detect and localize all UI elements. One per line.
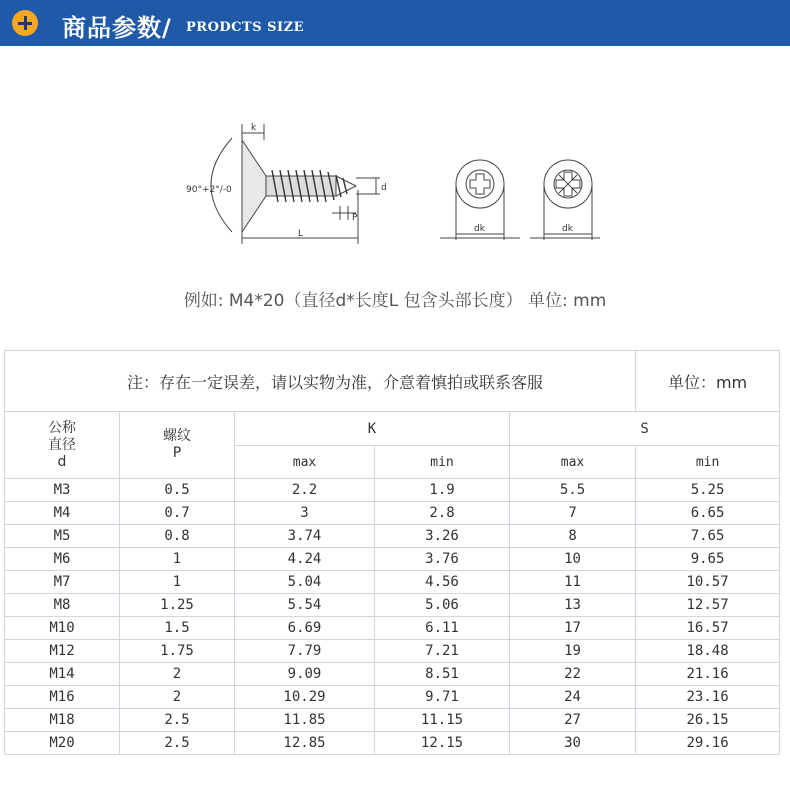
col-header-s-max: max bbox=[510, 446, 636, 479]
cell-s-min: 26.15 bbox=[636, 709, 780, 732]
cell-pitch: 2 bbox=[120, 663, 235, 686]
col-header-s-min: min bbox=[636, 446, 780, 479]
cell-s-min: 10.57 bbox=[636, 571, 780, 594]
cell-s-min: 21.16 bbox=[636, 663, 780, 686]
cell-diameter: M14 bbox=[5, 663, 120, 686]
cell-pitch: 1.25 bbox=[120, 594, 235, 617]
cell-pitch: 1.75 bbox=[120, 640, 235, 663]
example-caption: 例如: M4*20（直径d*长度L 包含头部长度） 单位: mm bbox=[183, 291, 607, 311]
cell-s-max: 5.5 bbox=[510, 479, 636, 502]
cell-s-max: 27 bbox=[510, 709, 636, 732]
cell-k-max: 11.85 bbox=[235, 709, 375, 732]
plus-icon bbox=[12, 10, 38, 36]
cell-pitch: 2 bbox=[120, 686, 235, 709]
cell-k-max: 6.69 bbox=[235, 617, 375, 640]
screw-technical-drawing bbox=[180, 120, 600, 250]
col-header-pitch-line1: 螺纹 bbox=[163, 428, 191, 444]
col-header-pitch bbox=[120, 412, 235, 479]
col-header-s: S bbox=[510, 412, 780, 446]
cell-pitch: 0.7 bbox=[120, 502, 235, 525]
cell-s-max: 24 bbox=[510, 686, 636, 709]
cell-s-min: 23.16 bbox=[636, 686, 780, 709]
cell-k-max: 5.54 bbox=[235, 594, 375, 617]
cell-k-max: 7.79 bbox=[235, 640, 375, 663]
cell-k-min: 1.9 bbox=[375, 479, 510, 502]
col-header-diameter-line3: d bbox=[57, 453, 67, 470]
cell-k-min: 8.51 bbox=[375, 663, 510, 686]
col-header-k-max: max bbox=[235, 446, 375, 479]
cell-k-max: 5.04 bbox=[235, 571, 375, 594]
table-row bbox=[5, 502, 780, 525]
unit-label: 单位：mm bbox=[636, 351, 780, 412]
cell-pitch: 1 bbox=[120, 548, 235, 571]
cell-k-min: 3.76 bbox=[375, 548, 510, 571]
cell-k-max: 4.24 bbox=[235, 548, 375, 571]
cell-k-max: 9.09 bbox=[235, 663, 375, 686]
cell-k-min: 4.56 bbox=[375, 571, 510, 594]
cell-diameter: M18 bbox=[5, 709, 120, 732]
cell-diameter: M16 bbox=[5, 686, 120, 709]
table-row bbox=[5, 732, 780, 755]
cell-pitch: 1.5 bbox=[120, 617, 235, 640]
cell-s-min: 16.57 bbox=[636, 617, 780, 640]
cell-s-min: 12.57 bbox=[636, 594, 780, 617]
cell-s-max: 10 bbox=[510, 548, 636, 571]
cell-s-max: 19 bbox=[510, 640, 636, 663]
cell-k-max: 2.2 bbox=[235, 479, 375, 502]
cell-k-max: 3.74 bbox=[235, 525, 375, 548]
col-header-diameter bbox=[5, 412, 120, 479]
cell-s-min: 6.65 bbox=[636, 502, 780, 525]
cell-k-min: 6.11 bbox=[375, 617, 510, 640]
col-header-k-min: min bbox=[375, 446, 510, 479]
cell-s-min: 7.65 bbox=[636, 525, 780, 548]
cell-s-min: 29.16 bbox=[636, 732, 780, 755]
cell-s-max: 22 bbox=[510, 663, 636, 686]
table-row bbox=[5, 709, 780, 732]
dk-label-right: dk bbox=[562, 224, 573, 234]
col-header-k: K bbox=[235, 412, 510, 446]
cell-s-max: 7 bbox=[510, 502, 636, 525]
l-label: L bbox=[298, 229, 304, 239]
cell-diameter: M5 bbox=[5, 525, 120, 548]
cell-k-min: 11.15 bbox=[375, 709, 510, 732]
cell-pitch: 2.5 bbox=[120, 709, 235, 732]
cell-s-max: 11 bbox=[510, 571, 636, 594]
angle-label: 90°+2°/-0 bbox=[186, 185, 232, 195]
cell-diameter: M8 bbox=[5, 594, 120, 617]
cell-s-max: 13 bbox=[510, 594, 636, 617]
section-subtitle: PRODCTS SIZE bbox=[186, 20, 304, 35]
d-label: d bbox=[381, 183, 387, 193]
cell-k-min: 9.71 bbox=[375, 686, 510, 709]
cell-diameter: M6 bbox=[5, 548, 120, 571]
cell-diameter: M12 bbox=[5, 640, 120, 663]
note-row bbox=[5, 351, 780, 412]
cell-s-max: 30 bbox=[510, 732, 636, 755]
cell-s-max: 17 bbox=[510, 617, 636, 640]
k-label: k bbox=[251, 123, 257, 133]
cell-k-min: 2.8 bbox=[375, 502, 510, 525]
cell-pitch: 1 bbox=[120, 571, 235, 594]
cell-s-min: 18.48 bbox=[636, 640, 780, 663]
cell-diameter: M20 bbox=[5, 732, 120, 755]
cell-k-min: 12.15 bbox=[375, 732, 510, 755]
table-row bbox=[5, 571, 780, 594]
cell-pitch: 0.5 bbox=[120, 479, 235, 502]
table-row bbox=[5, 640, 780, 663]
cell-s-min: 9.65 bbox=[636, 548, 780, 571]
col-header-pitch-line2: P bbox=[172, 445, 182, 461]
cell-pitch: 2.5 bbox=[120, 732, 235, 755]
cell-k-min: 7.21 bbox=[375, 640, 510, 663]
spec-table bbox=[4, 350, 780, 755]
table-row bbox=[5, 663, 780, 686]
cell-s-min: 5.25 bbox=[636, 479, 780, 502]
table-row bbox=[5, 525, 780, 548]
cell-k-max: 10.29 bbox=[235, 686, 375, 709]
table-row bbox=[5, 548, 780, 571]
header-row-1 bbox=[5, 412, 780, 446]
cell-diameter: M7 bbox=[5, 571, 120, 594]
dk-label-left: dk bbox=[474, 224, 485, 234]
cell-k-min: 3.26 bbox=[375, 525, 510, 548]
table-row bbox=[5, 686, 780, 709]
col-header-diameter-line2: 直径 bbox=[48, 436, 76, 453]
cell-k-max: 3 bbox=[235, 502, 375, 525]
table-row bbox=[5, 594, 780, 617]
table-row bbox=[5, 479, 780, 502]
cell-s-max: 8 bbox=[510, 525, 636, 548]
section-title: 商品参数/ bbox=[62, 14, 172, 42]
cell-diameter: M3 bbox=[5, 479, 120, 502]
cell-k-min: 5.06 bbox=[375, 594, 510, 617]
cell-pitch: 0.8 bbox=[120, 525, 235, 548]
section-header bbox=[0, 0, 790, 46]
table-row bbox=[5, 617, 780, 640]
cell-k-max: 12.85 bbox=[235, 732, 375, 755]
cell-diameter: M10 bbox=[5, 617, 120, 640]
p-label: P bbox=[352, 213, 358, 223]
col-header-diameter-line1: 公称 bbox=[48, 419, 76, 436]
cell-diameter: M4 bbox=[5, 502, 120, 525]
disclaimer-note: 注：存在一定误差，请以实物为准，介意着慎拍或联系客服 bbox=[5, 351, 636, 412]
